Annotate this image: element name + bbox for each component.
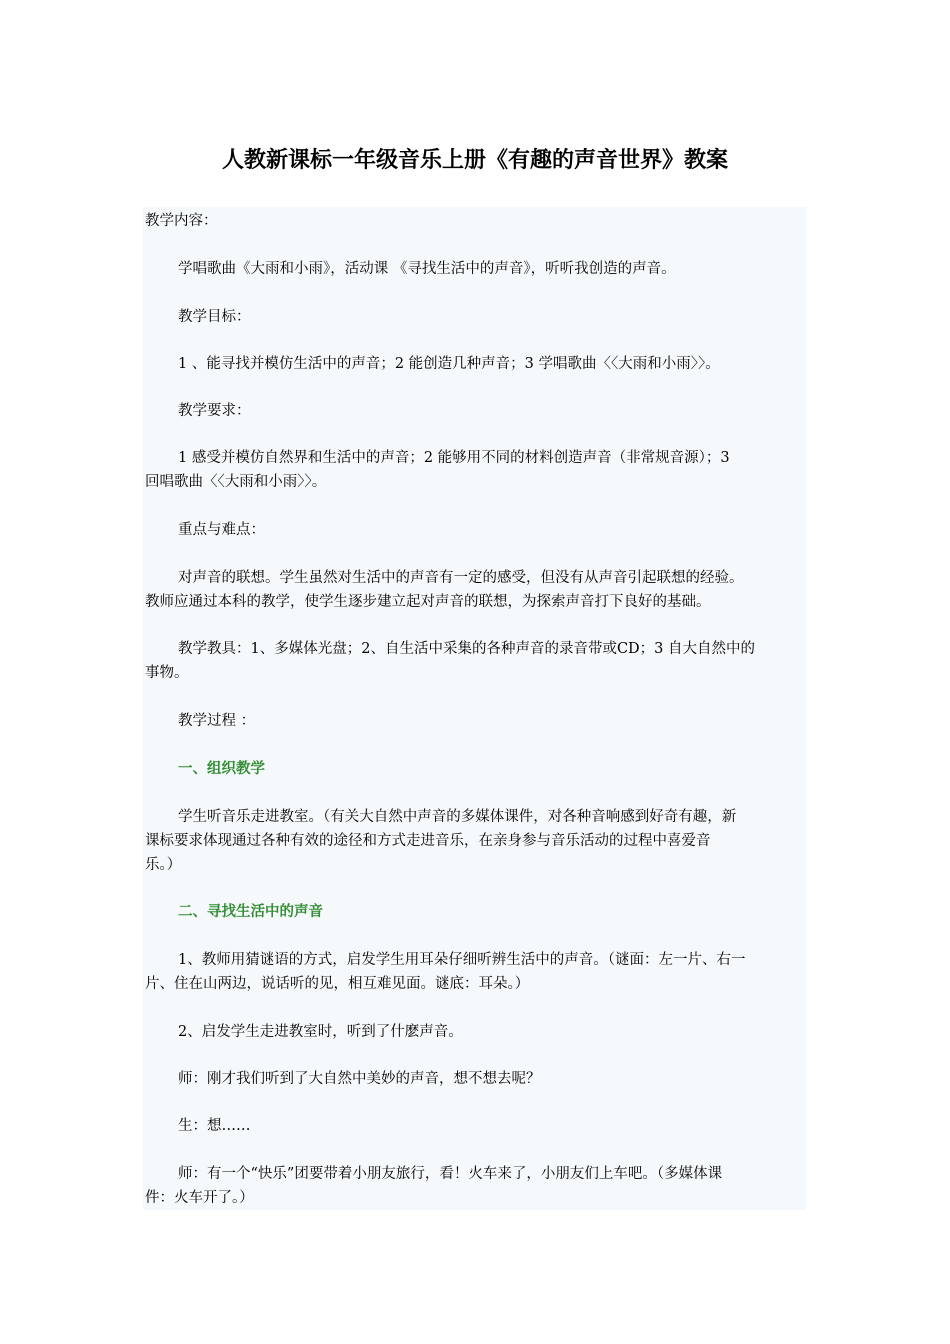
section1-line: 乐。） <box>145 857 182 873</box>
content-text: 学唱歌曲《大雨和小雨》，活动课 《寻找生活中的声音》，听听我创造的声音。 <box>178 261 676 277</box>
tools-paragraph <box>145 637 808 685</box>
teacher-question: 师：刚才我们听到了大自然中美妙的声音，想不想去呢？ <box>178 1071 541 1087</box>
document-title: 人教新课标一年级音乐上册《有趣的声音世界》教案 <box>221 148 728 173</box>
requirements-label: 教学要求： <box>178 403 251 419</box>
section1-paragraph <box>145 805 808 877</box>
keypoints-paragraph <box>145 566 808 614</box>
section1-heading: 一、组织教学 <box>178 761 265 777</box>
tools-line: 事物。 <box>145 665 189 681</box>
section1-line: 课标要求体现通过各种有效的途径和方式走进音乐，在亲身参与音乐活动的过程中喜爱音 <box>145 833 711 849</box>
requirements-paragraph <box>145 446 808 494</box>
goals-text: 1 、能寻找并模仿生活中的声音；2 能创造几种声音；3 学唱歌曲〈〈大雨和小雨〉〉。 <box>178 356 720 372</box>
keypoints-label: 重点与难点： <box>178 522 265 538</box>
step1-line: 片、住在山两边，说话听的见，相互难见面。谜底：耳朵。） <box>145 976 530 992</box>
section1-line: 学生听音乐走进教室。（有关大自然中声音的多媒体课件，对各种音响感到好奇有趣，新 <box>178 809 737 825</box>
requirements-line: 回唱歌曲〈〈大雨和小雨〉〉。 <box>145 474 327 490</box>
process-label: 教学过程 ： <box>178 713 256 729</box>
keypoints-line: 教师应通过本科的教学，使学生逐步建立起对声音的联想，为探索声音打下良好的基础。 <box>145 594 711 610</box>
goals-label: 教学目标： <box>178 309 251 325</box>
tools-line: 教学教具：1、多媒体光盘；2、自生活中采集的各种声音的录音带或CD；3 自大自然中的 <box>178 641 756 657</box>
section2-heading: 二、寻找生活中的声音 <box>178 904 323 920</box>
student-answer: 生：想…… <box>178 1118 251 1134</box>
step1-line: 1、教师用猜谜语的方式，启发学生用耳朵仔细听辨生活中的声音。（谜面：左一片、右一 <box>178 952 746 968</box>
keypoints-line: 对声音的联想。学生虽然对生活中的声音有一定的感受，但没有从声音引起联想的经验。 <box>178 570 744 586</box>
teacher-line: 师：有一个“快乐”团要带着小朋友旅行，看！火车来了，小朋友们上车吧。（多媒体课 <box>178 1166 723 1182</box>
requirements-line: 1 感受并模仿自然界和生活中的声音；2 能够用不同的材料创造声音（非常规音源）；3 <box>178 450 730 466</box>
step1-paragraph <box>145 948 808 996</box>
teacher-line: 件：火车开了。） <box>145 1190 254 1206</box>
content-label: 教学内容： <box>145 213 218 229</box>
teacher-paragraph <box>145 1162 808 1210</box>
step2-text: 2、启发学生走进教室时，听到了什麽声音。 <box>178 1024 463 1040</box>
